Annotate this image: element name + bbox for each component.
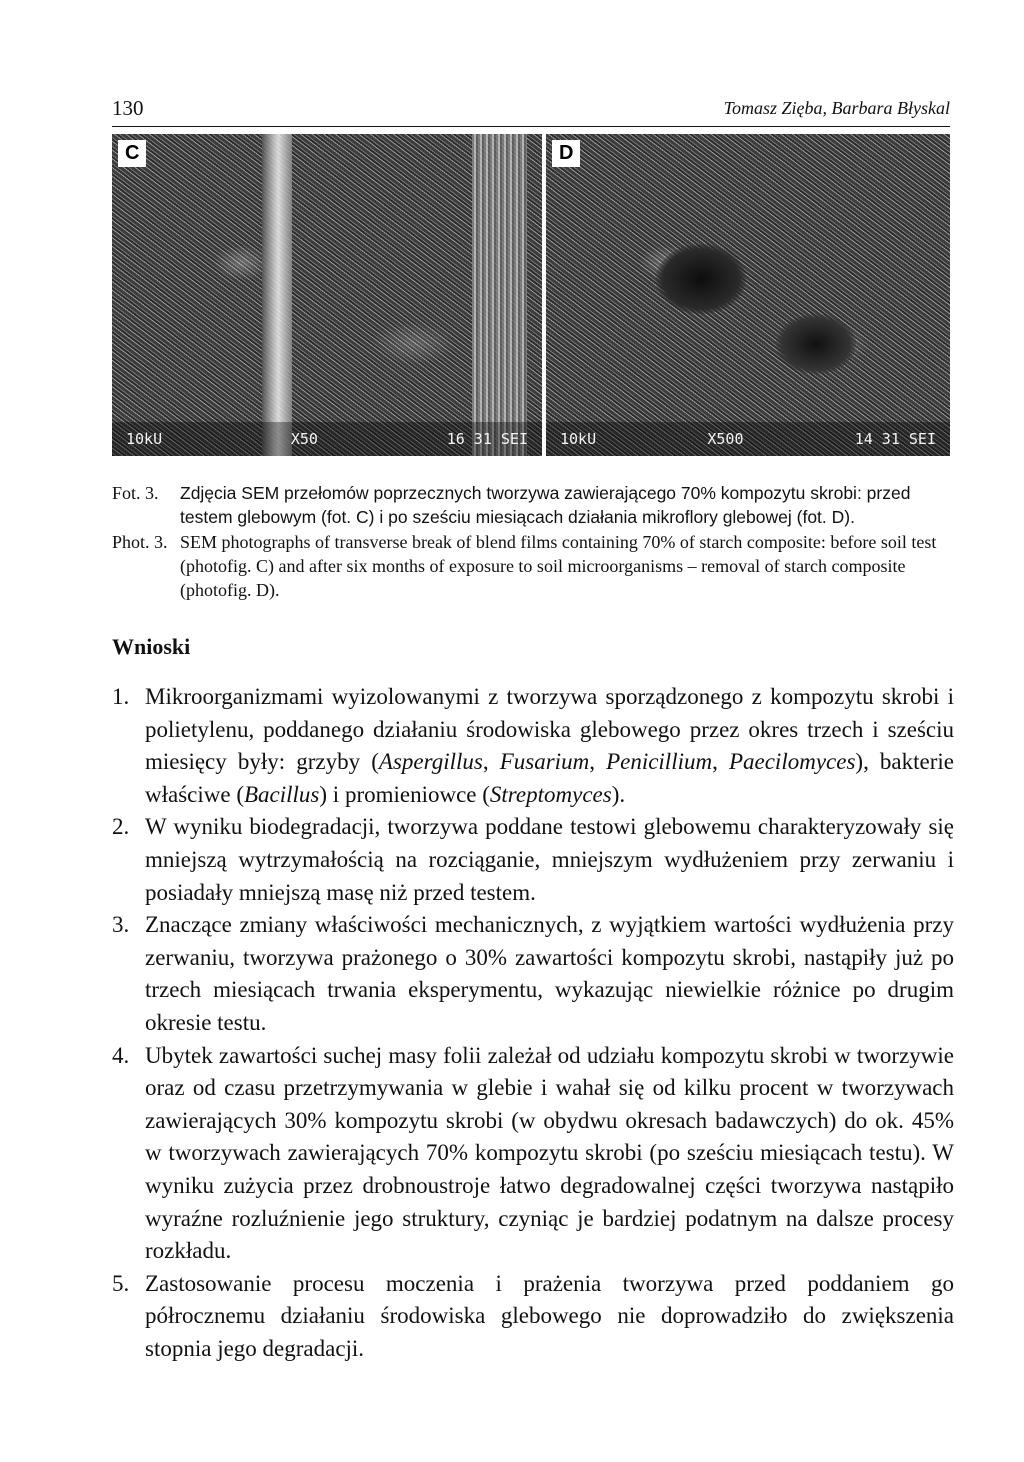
conclusion-text: Mikroorganizmami wyizolowanymi z tworzywa sporządzonego z kompozytu skrobi i polietylenu, poddanego działaniu środowiska glebowego przez okres trzech i sześciu miesięcy były: grzyby (	[145, 684, 954, 775]
genus-name: Aspergillus	[378, 749, 483, 775]
film-edge-band	[262, 134, 292, 456]
conclusions-list	[112, 681, 954, 1365]
list-item	[112, 909, 954, 1039]
caption-text-en: SEM photographs of transverse break of blend films containing 70% of starch composite: before soil test (photofig. C) and after six months of exposure to soil microorganisms – removal of starch composite (photofig. D).	[180, 532, 937, 600]
list-item-number: 4.	[112, 1042, 130, 1068]
list-item	[112, 681, 954, 811]
sem-photo-c	[112, 134, 542, 456]
sem-detector-d: 14 31 SEI	[854, 430, 936, 448]
list-item-number: 1.	[112, 684, 130, 709]
caption-polish	[112, 481, 950, 529]
sem-info-bar-c	[112, 422, 542, 456]
sem-magnification-c: X50	[290, 430, 318, 448]
sem-detector-c: 16 31 SEI	[446, 430, 528, 448]
conclusion-text: ).	[611, 781, 626, 807]
sem-voltage-d: 10kU	[560, 430, 597, 448]
pore-cavity	[656, 244, 746, 314]
conclusion-text: W wyniku biodegradacji, tworzywa poddane testowi glebowemu charakteryzowały się mniejszą wytrzymałością na rozciąganie, mniejszym wydłużeniem przy zerwaniu i posiadały mniejszą masę niż przed testem.	[145, 814, 954, 905]
film-strip	[472, 134, 527, 456]
list-item-number: 5.	[112, 1270, 130, 1296]
separator: ,	[712, 749, 729, 775]
sem-photo-d	[546, 134, 950, 456]
conclusion-text: ), bakterie właściwe (	[145, 749, 955, 807]
sem-info-bar-d	[546, 422, 950, 456]
genus-name: Streptomyces	[489, 781, 612, 807]
running-head-authors: Tomasz Zięba, Barbara Błyskal	[723, 98, 950, 118]
panel-label-c: C	[118, 140, 146, 167]
conclusion-text: ) i promieniowce (	[319, 781, 490, 807]
caption-label-pl: Fot. 3.	[112, 483, 159, 503]
sem-figure	[112, 134, 950, 456]
caption-english	[112, 530, 950, 602]
page-number: 130	[112, 96, 144, 120]
genus-name: Paecilomyces	[728, 749, 856, 775]
list-item	[112, 811, 954, 909]
list-item-number: 2.	[112, 814, 130, 840]
sem-magnification-d: X500	[707, 430, 744, 448]
list-item-number: 3.	[112, 912, 130, 938]
panel-label-d: D	[552, 140, 580, 167]
list-item	[112, 1268, 954, 1366]
genus-name: Penicillium	[606, 749, 713, 775]
genus-name: Bacillus	[244, 781, 320, 807]
list-item	[112, 1040, 954, 1268]
page-header	[112, 96, 950, 127]
separator: ,	[482, 749, 500, 775]
conclusion-text: Znaczące zmiany właściwości mechanicznych, z wyjątkiem wartości wydłużenia przy zerwaniu, tworzywa prażonego o 30% zawartości kompozytu skrobi, nastąpiły już po trzech miesiącach trwania eksperymentu, wykazując niewielkie różnice po drugim okresie testu.	[145, 912, 954, 1035]
conclusion-text: Ubytek zawartości suchej masy folii zależał od udziału kompozytu skrobi w tworzywie oraz od czasu przetrzymywania w glebie i wahał się od kilku procent w tworzywach zawierających 30% kompozytu skrobi (w obydwu okresach badawczych) do ok. 45% w tworzywach zawierających 70% kompozytu skrobi (po sześciu miesiącach testu). W wyniku zużycia przez drobnoustroje łatwo degradowalnej części tworzywa nastąpiło wyraźne rozluźnienie jego struktury, czyniąc je bardziej podatnym na dalsze procesy rozkładu.	[145, 1042, 954, 1264]
sem-voltage-c: 10kU	[126, 430, 163, 448]
caption-text-pl: Zdjęcia SEM przełomów poprzecznych tworzywa zawierającego 70% kompozytu skrobi: przed testem glebowym (fot. C) i po sześciu miesiącach działania mikroflory glebowej (fot. D).	[180, 483, 911, 527]
separator: ,	[589, 749, 607, 775]
conclusion-text: Zastosowanie procesu moczenia i prażenia tworzywa przed poddaniem go półrocznemu działaniu środowiska glebowego nie doprowadziło do zwiększenia stopnia jego degradacji.	[145, 1270, 954, 1361]
section-title: Wnioski	[112, 634, 191, 659]
caption-label-en: Phot. 3.	[112, 532, 168, 552]
genus-name: Fusarium	[499, 749, 590, 775]
pore-cavity	[776, 314, 856, 374]
